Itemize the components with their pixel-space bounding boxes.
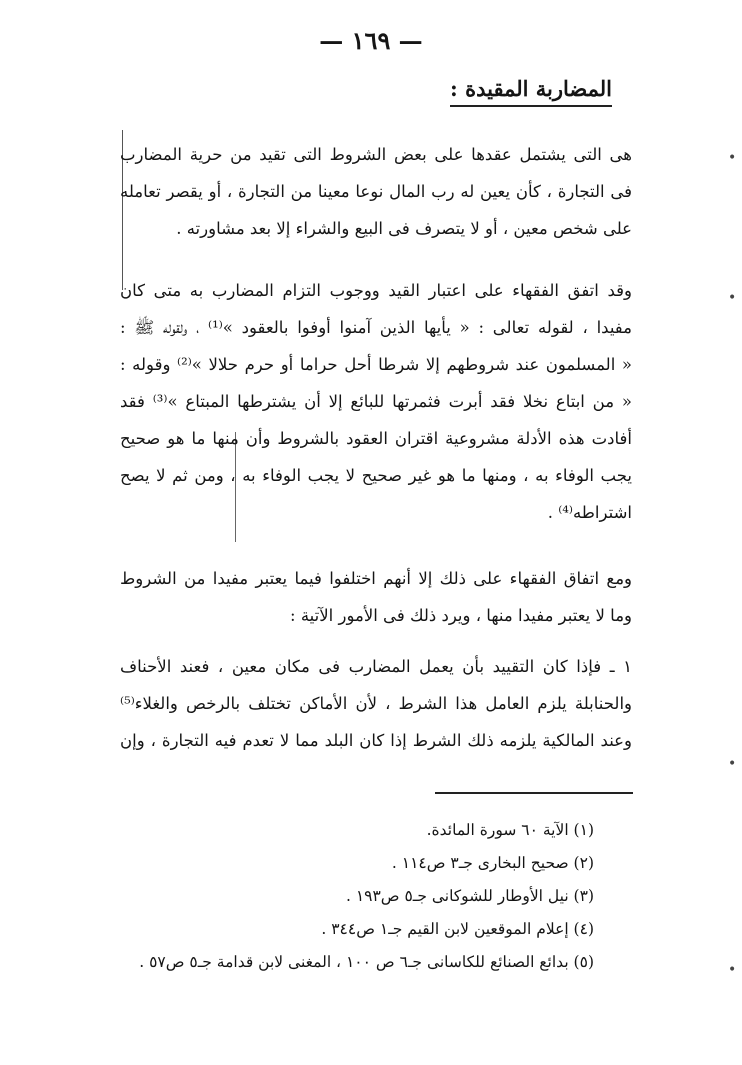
page-number: — ١٦٩ — [319, 26, 423, 55]
text-line: وقد اتفق الفقهاء على اعتبار القيد ووجوب التزام المضارب به متى كان [120, 281, 632, 300]
text-line: ومع اتفاق الفقهاء على ذلك إلا أنهم اختلفوا فيما يعتبر مفيدا من الشروط [120, 569, 632, 588]
text-line: « المسلمون عند شروطهم إلا شرطا أحل حراما أو حرم حلالا »⁽²⁾ وقوله : [120, 355, 632, 374]
text-line: هى التى يشتمل عقدها على بعض الشروط التى تقيد من حرية المضارب [120, 145, 632, 164]
text-line: « من ابتاع نخلا فقد أبرت فثمرتها للبائع إلا أن يشترطها المبتاع »⁽³⁾ فقد [120, 392, 632, 411]
text-line: وما لا يعتبر مفيدا منها ، ويرد ذلك فى الأمور الآتية : [290, 606, 632, 625]
text-line: مفيدا ، لقوله تعالى : « يأيها الذين آمنوا أوفوا بالعقود »⁽¹⁾ ، ولقوله ﷺ : [120, 318, 632, 337]
text-line: أفادت هذه الأدلة مشروعية اقتران العقود بالشروط وأن منها ما هو صحيح [120, 429, 632, 448]
scan-dot-icon: • [728, 756, 737, 772]
text-line: والحنابلة يلزم العامل هذا الشرط ، لأن الأماكن تختلف بالرخص والغلاء⁽⁵⁾ [120, 694, 632, 713]
scan-dot-icon: • [728, 150, 737, 166]
footnote-item: (٣) نيل الأوطار للشوكانى جـ٥ ص١٩٣ . [345, 887, 594, 905]
footnote-item: (٢) صحيح البخارى جـ٣ ص١١٤ . [391, 854, 594, 872]
paragraph-disagreement [120, 560, 632, 634]
text-line: وعند المالكية يلزمه ذلك الشرط إذا كان البلد مما لا تعدم فيه التجارة ، وإن [120, 731, 632, 750]
scan-dot-icon: • [728, 962, 737, 978]
footnotes-list [114, 814, 594, 979]
paragraph-agreement [120, 272, 632, 531]
footnote-divider [435, 792, 633, 794]
text-line: ١ ـ فإذا كان التقييد بأن يعمل المضارب فى مكان معين ، فعند الأحناف [120, 657, 632, 676]
section-heading [450, 76, 612, 101]
scan-dot-icon: • [728, 290, 737, 306]
text-line: فى التجارة ، كأن يعين له رب المال نوعا معينا من التجارة ، أو يقصر تعامله [120, 182, 632, 201]
section-heading-text: المضاربة المقيدة : [450, 76, 612, 107]
footnote-item: (١) الآية ٦٠ سورة المائدة. [426, 821, 594, 839]
text-line: اشتراطه⁽⁴⁾ . [547, 503, 632, 522]
text-line: على شخص معين ، أو لا يتصرف فى البيع والشراء إلا بعد مشاورته . [176, 219, 632, 238]
footnote-item: (٥) بدائع الصنائع للكاسانى جـ٦ ص ١٠٠ ، المغنى لابن قدامة جـ٥ ص٥٧ . [139, 953, 594, 971]
text-line: يجب الوفاء به ، ومنها ما هو غير صحيح لا يجب الوفاء به ، ومن ثم لا يصح [120, 466, 632, 485]
footnote-item: (٤) إعلام الموقعين لابن القيم جـ١ ص٣٤٤ . [321, 920, 594, 938]
paragraph-item-one [120, 648, 632, 759]
paragraph-definition [120, 136, 632, 247]
